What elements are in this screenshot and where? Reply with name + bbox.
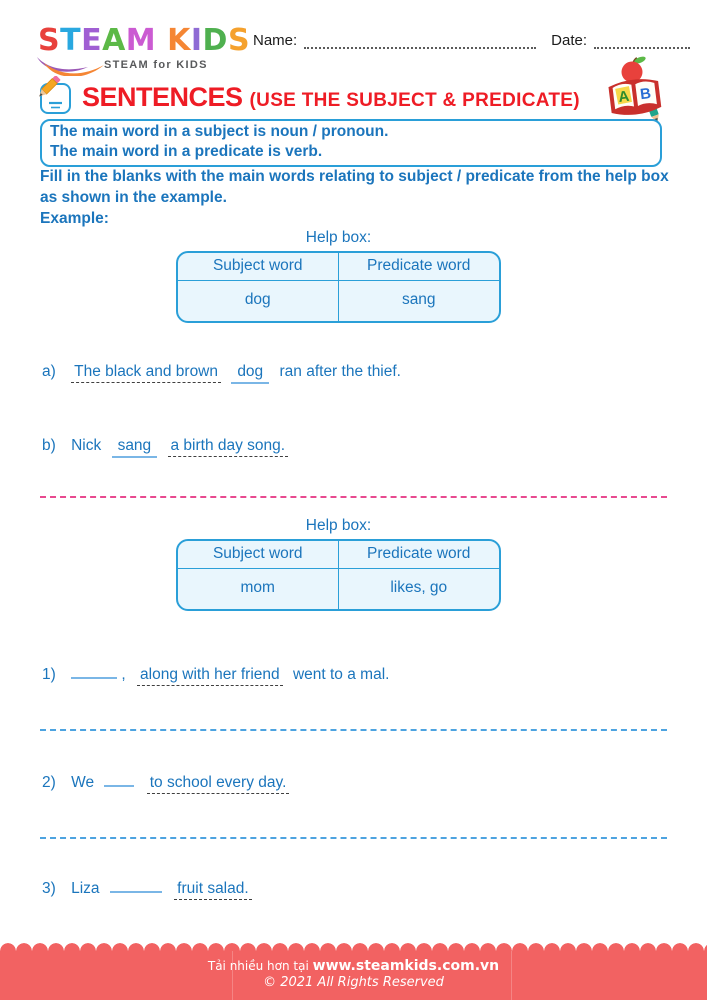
q2-answer-blank[interactable] [104,773,134,787]
help2-cell-predicate: likes, go [390,579,448,596]
logo-letter: M [125,23,157,58]
title-main: SENTENCES [82,81,243,112]
footer-url: www.steamkids.com.vn [312,958,500,974]
item-b-pre: Nick [71,437,102,454]
q1-comma: , [121,666,126,683]
logo-letter: D [202,23,228,58]
q3-label: 3) [42,880,56,897]
item-b-label: b) [42,437,56,454]
help-box-2 [176,517,501,611]
question-1 [42,665,389,684]
rule-line-2: The main word in a predicate is verb. [50,143,323,161]
q2-dashed-text: to school every day. [147,774,290,794]
help-box-1-table [176,251,501,323]
example-item-b [42,437,288,455]
footer-more-line [0,951,707,974]
item-b-answer: sang [112,437,158,458]
footer-more-text: Tải nhiều hơn tại [207,959,309,973]
q1-label: 1) [42,666,56,683]
item-b-dashed-text: a birth day song. [168,437,289,457]
item-a-rest: ran after the thief. [279,363,401,380]
rule-box [40,119,662,167]
help1-header-subject: Subject word [178,253,339,281]
fold-mark [232,951,233,1000]
pencil-paper-icon [34,76,78,118]
logo-tagline: STEAM for KIDS [104,59,208,71]
fold-mark [511,951,512,1000]
q2-pre: We [71,774,95,791]
help1-cell-predicate: sang [401,291,436,308]
logo-letter [156,23,167,58]
question-2 [42,773,289,792]
q1-dashed-text: along with her friend [137,666,283,686]
logo-letter: K [167,23,191,58]
logo-bottom [38,55,250,77]
q3-answer-blank[interactable] [110,879,162,893]
help1-header-predicate: Predicate word [339,253,500,281]
q1-answer-blank[interactable] [71,665,117,679]
separator-pink [40,496,667,498]
example-item-a [42,363,401,381]
date-input-line[interactable] [594,39,690,49]
question-3 [42,879,252,898]
name-input-line[interactable] [304,39,536,49]
q1-rest: went to a mal. [292,666,390,683]
item-a-label: a) [42,363,56,380]
item-a-answer: dog [231,363,269,384]
help-box-1 [176,229,501,323]
help-box-2-label: Help box: [305,517,372,534]
item-a-dashed-text: The black and brown [71,363,221,383]
logo-letter: E [81,23,103,58]
name-label: Name: [253,32,298,49]
logo-letter: T [60,23,82,58]
help1-cell-subject: dog [178,281,339,321]
q2-label: 2) [42,774,56,791]
title-sub: (USE THE SUBJECT & PREDICATE) [249,89,580,111]
separator-blue-2 [40,837,667,839]
help2-cell-subject: mom [178,569,339,609]
logo-letter: A [102,23,126,58]
instructions-block [40,166,672,229]
example-label: Example: [40,210,109,228]
help-box-2-table [176,539,501,611]
footer-band [0,951,707,1000]
q3-dashed-text: fruit salad. [174,880,252,900]
help2-header-subject: Subject word [178,541,339,569]
date-label: Date: [551,32,587,49]
rule-line-1: The main word in a subject is noun / pronoun. [50,123,389,140]
logo-letter: S [38,23,61,58]
logo-letter: S [227,23,251,58]
page-title [82,82,580,113]
logo-swoosh-icon [36,56,106,76]
q3-pre: Liza [71,880,100,897]
help2-header-predicate: Predicate word [339,541,500,569]
worksheet-title-row [34,76,580,118]
logo-letter: I [190,23,203,58]
steam-kids-logo [38,23,251,77]
svg-text:A: A [617,87,631,106]
logo-letters [38,23,251,58]
help-box-1-label: Help box: [305,229,372,246]
name-date-row [253,33,690,49]
svg-text:B: B [639,85,653,104]
footer-copyright: © 2021 All Rights Reserved [263,975,444,990]
instructions-text: Fill in the blanks with the main words relating to subject / predicate from the help box as shown in the example. [40,168,669,207]
separator-blue-1 [40,729,667,731]
